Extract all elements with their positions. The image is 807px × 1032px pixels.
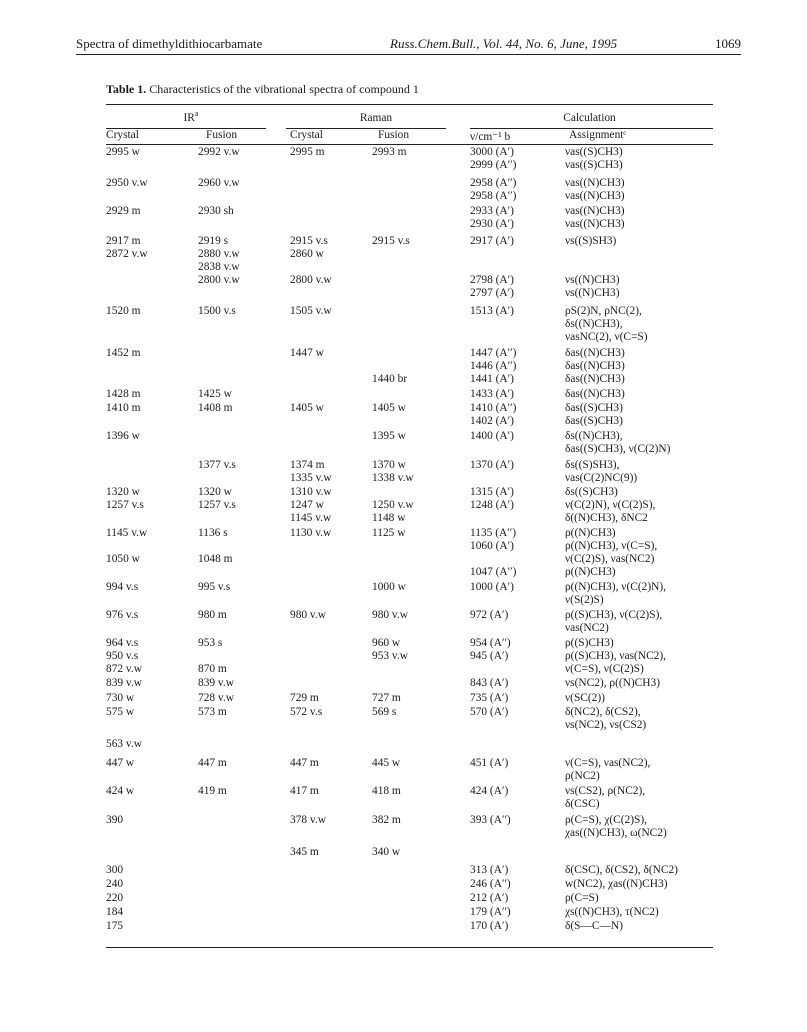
ir-footnote-mark: a	[194, 109, 199, 119]
cell-assignment: νs(NC2), ρ((N)CH3)	[565, 677, 660, 689]
cell-ir-fusion: 1257 v.s	[198, 499, 236, 511]
group-header-ir: $IR^a$	[183, 109, 199, 124]
cell-ir-crystal: 1428 m	[106, 388, 141, 400]
cell-assignment: ρ((N)CH3)	[565, 527, 616, 539]
cell-ir-fusion: 2880 v.w	[198, 248, 240, 260]
cell-raman-crystal: 1145 v.w	[290, 512, 332, 524]
cell-raman-fusion: 1338 v.w	[372, 472, 414, 484]
cell-calc-frequency: 2797 (A′)	[470, 287, 514, 299]
cell-ir-fusion: 1048 m	[198, 553, 233, 565]
cell-ir-fusion: 1136 s	[198, 527, 228, 539]
cell-assignment: νas((N)CH3)	[565, 205, 625, 217]
cell-raman-fusion: 382 m	[372, 814, 401, 826]
cell-raman-crystal: 1447 w	[290, 347, 324, 359]
cell-raman-fusion: 960 w	[372, 637, 401, 649]
cell-ir-crystal: 839 v.w	[106, 677, 142, 689]
cell-assignment: δ(NC2), δ(CS2),	[565, 706, 641, 718]
cell-calc-frequency: 954 (A′′)	[470, 637, 511, 649]
cell-raman-fusion: 1440 br	[372, 373, 408, 385]
cell-assignment: νas((N)CH3)	[565, 190, 625, 202]
cell-assignment: χas((N)CH3), ω(NC2)	[565, 827, 667, 839]
cell-ir-fusion: 2930 sh	[198, 205, 234, 217]
cell-ir-crystal: 1520 m	[106, 305, 141, 317]
cell-calc-frequency: 1047 (A′′)	[470, 566, 517, 578]
cell-raman-crystal: 980 v.w	[290, 609, 326, 621]
cell-assignment: w(NC2), χas((N)CH3)	[565, 878, 668, 890]
cell-calc-frequency: 1135 (A′′)	[470, 527, 517, 539]
cell-assignment: νs((N)CH3)	[565, 274, 620, 286]
cell-raman-crystal: 2860 w	[290, 248, 324, 260]
cell-assignment: δas((S)CH3), ν(C(2)N)	[565, 443, 671, 455]
cell-assignment: δs((S)CH3)	[565, 486, 618, 498]
cell-assignment: ν(C(2)N), ν(C(2)S),	[565, 499, 656, 511]
cell-assignment: ρ((N)CH3), ν(C(2)N),	[565, 581, 666, 593]
cell-assignment: νas(C(2)NC(9))	[565, 472, 638, 484]
cell-raman-crystal: 2915 v.s	[290, 235, 328, 247]
cell-ir-crystal: 575 w	[106, 706, 135, 718]
sub-header-ir-crystal: Crystal	[106, 129, 139, 141]
cell-calc-frequency: 170 (A′)	[470, 920, 509, 932]
sub-header-ir-fusion: Fusion	[206, 129, 238, 141]
cell-ir-crystal: 184	[106, 906, 124, 918]
running-title: Spectra of dimethyldithiocarbamate	[76, 36, 263, 51]
cell-ir-fusion: 2800 v.w	[198, 274, 240, 286]
cell-calc-frequency: 1370 (A′)	[470, 459, 514, 471]
cell-assignment: ρ(C=S)	[565, 892, 599, 904]
cell-raman-crystal: 572 v.s	[290, 706, 323, 718]
cell-ir-crystal: 1050 w	[106, 553, 140, 565]
cell-ir-fusion: 995 v.s	[198, 581, 231, 593]
cell-ir-crystal: 2950 v.w	[106, 177, 148, 189]
cell-calc-frequency: 843 (A′)	[470, 677, 509, 689]
cell-ir-crystal: 1452 m	[106, 347, 141, 359]
cell-raman-fusion: 1250 v.w	[372, 499, 414, 511]
sub-header-assignment: Assignmentᶜ	[569, 129, 627, 141]
cell-calc-frequency: 1000 (A′)	[470, 581, 514, 593]
cell-raman-fusion: 953 v.w	[372, 650, 408, 662]
cell-ir-fusion: 1320 w	[198, 486, 232, 498]
cell-ir-fusion: 728 v.w	[198, 692, 234, 704]
cell-assignment: νas((N)CH3)	[565, 218, 625, 230]
cell-raman-fusion: 1148 w	[372, 512, 406, 524]
cell-calc-frequency: 1446 (A′′)	[470, 360, 517, 372]
cell-ir-crystal: 872 v.w	[106, 663, 142, 675]
cell-assignment: ρ((N)CH3), ν(C=S),	[565, 540, 658, 552]
cell-assignment: δ(S—C—N)	[565, 920, 623, 932]
cell-calc-frequency: 1447 (A′′)	[470, 347, 517, 359]
journal-citation: Russ.Chem.Bull., Vol. 44, No. 6, June, 1995	[390, 36, 618, 51]
cell-assignment: νs(CS2), ρ(NC2),	[565, 785, 646, 797]
cell-ir-fusion: 447 m	[198, 757, 227, 769]
cell-calc-frequency: 393 (A′′)	[470, 814, 511, 826]
cell-raman-crystal: 1374 m	[290, 459, 325, 471]
cell-ir-crystal: 563 v.w	[106, 738, 142, 750]
cell-assignment: δas((N)CH3)	[565, 360, 625, 372]
cell-calc-frequency: 179 (A′′)	[470, 906, 511, 918]
cell-assignment: δas((N)CH3)	[565, 347, 625, 359]
cell-calc-frequency: 1400 (A′)	[470, 430, 514, 442]
cell-calc-frequency: 212 (A′)	[470, 892, 509, 904]
cell-calc-frequency: 1441 (A′)	[470, 373, 514, 385]
cell-ir-fusion: 419 m	[198, 785, 227, 797]
cell-assignment: δs((N)CH3),	[565, 430, 623, 442]
cell-calc-frequency: 2958 (A′′)	[470, 190, 517, 202]
cell-assignment: ρS(2)N, ρNC(2),	[565, 305, 642, 317]
cell-ir-crystal: 1410 m	[106, 402, 141, 414]
cell-ir-crystal: 964 v.s	[106, 637, 139, 649]
running-header	[76, 36, 741, 56]
cell-assignment: νasNC(2), ν(C=S)	[565, 331, 648, 343]
cell-calc-frequency: 570 (A′)	[470, 706, 509, 718]
cell-assignment: ν(SC(2))	[565, 692, 605, 704]
cell-assignment: ρ((S)CH3), νas(NC2),	[565, 650, 666, 662]
cell-ir-crystal: 447 w	[106, 757, 135, 769]
cell-assignment: χs((N)CH3), τ(NC2)	[565, 906, 659, 918]
cell-calc-frequency: 735 (A′)	[470, 692, 509, 704]
cell-calc-frequency: 313 (A′)	[470, 864, 509, 876]
cell-ir-fusion: 2919 s	[198, 235, 229, 247]
cell-ir-fusion: 2960 v.w	[198, 177, 240, 189]
cell-ir-crystal: 2872 v.w	[106, 248, 148, 260]
cell-assignment: νas(NC2)	[565, 622, 609, 634]
cell-ir-crystal: 994 v.s	[106, 581, 139, 593]
cell-raman-fusion: 2915 v.s	[372, 235, 410, 247]
cell-assignment: νs((N)CH3)	[565, 287, 620, 299]
group-header-raman: Raman	[359, 112, 393, 124]
cell-ir-crystal: 240	[106, 878, 124, 890]
cell-raman-crystal: 2995 m	[290, 146, 325, 158]
cell-assignment: ν(C=S), ν(C(2)S)	[565, 663, 644, 675]
cell-ir-fusion: 2838 v.w	[198, 261, 240, 273]
cell-calc-frequency: 1402 (A′)	[470, 415, 514, 427]
cell-ir-crystal: 1257 v.s	[106, 499, 144, 511]
cell-ir-crystal: 175	[106, 920, 124, 932]
cell-raman-fusion: 1000 w	[372, 581, 406, 593]
cell-ir-fusion: 1425 w	[198, 388, 232, 400]
cell-ir-crystal: 2995 w	[106, 146, 140, 158]
cell-ir-fusion: 839 v.w	[198, 677, 234, 689]
cell-calc-frequency: 2917 (A′)	[470, 235, 514, 247]
cell-ir-crystal: 1396 w	[106, 430, 140, 442]
cell-ir-crystal: 2929 m	[106, 205, 141, 217]
cell-calc-frequency: 2933 (A′)	[470, 205, 514, 217]
cell-calc-frequency: 1433 (A′)	[470, 388, 514, 400]
cell-assignment: ρ((S)CH3), ν(C(2)S),	[565, 609, 663, 621]
cell-calc-frequency: 451 (A′)	[470, 757, 509, 769]
cell-raman-fusion: 2993 m	[372, 146, 407, 158]
cell-assignment: ν(S(2)S)	[565, 594, 604, 606]
cell-calc-frequency: 2930 (A′)	[470, 218, 514, 230]
cell-raman-fusion: 569 s	[372, 706, 397, 718]
cell-raman-fusion: 980 v.w	[372, 609, 408, 621]
header-bottom-rule	[106, 144, 713, 145]
cell-calc-frequency: 2999 (A′′)	[470, 159, 517, 171]
cell-raman-fusion: 1395 w	[372, 430, 406, 442]
cell-calc-frequency: 246 (A′′)	[470, 878, 511, 890]
cell-calc-frequency: 1315 (A′)	[470, 486, 514, 498]
cell-calc-frequency: 945 (A′)	[470, 650, 509, 662]
cell-assignment: δ(CSC)	[565, 798, 600, 810]
header-rule	[76, 54, 741, 55]
cell-raman-crystal: 2800 v.w	[290, 274, 332, 286]
cell-calc-frequency: 1248 (A′)	[470, 499, 514, 511]
cell-raman-fusion: 1370 w	[372, 459, 406, 471]
cell-calc-frequency: 1410 (A′′)	[470, 402, 517, 414]
cell-ir-crystal: 424 w	[106, 785, 135, 797]
cell-calc-frequency: 3000 (A′)	[470, 146, 514, 158]
cell-ir-crystal: 390	[106, 814, 124, 826]
cell-raman-crystal: 1335 v.w	[290, 472, 332, 484]
cell-raman-crystal: 1310 v.w	[290, 486, 332, 498]
cell-raman-crystal: 447 m	[290, 757, 319, 769]
cell-assignment: δs((S)SH3),	[565, 459, 620, 471]
table-label: Table 1.	[106, 82, 147, 96]
cell-raman-fusion: 1405 w	[372, 402, 406, 414]
cell-ir-crystal: 950 v.s	[106, 650, 139, 662]
cell-assignment: δas((S)CH3)	[565, 402, 623, 414]
sub-header-raman-crystal: Crystal	[290, 129, 323, 141]
cell-assignment: νs(NC2), νs(CS2)	[565, 719, 647, 731]
cell-calc-frequency: 1060 (A′)	[470, 540, 514, 552]
cell-ir-crystal: 1320 w	[106, 486, 140, 498]
sub-header-frequency: ν/cm⁻¹ b	[470, 131, 511, 143]
cell-calc-frequency: 1513 (A′)	[470, 305, 514, 317]
cell-assignment: ν(C=S), νas(NC2),	[565, 757, 651, 769]
cell-raman-fusion: 727 m	[372, 692, 401, 704]
cell-assignment: ρ((S)CH3)	[565, 637, 614, 649]
cell-raman-crystal: 378 v.w	[290, 814, 326, 826]
cell-assignment: ν(C(2)S), νas(NC2)	[565, 553, 655, 565]
cell-ir-fusion: 1408 m	[198, 402, 233, 414]
cell-assignment: νas((S)CH3)	[565, 159, 623, 171]
cell-assignment: δ(CSC), δ(CS2), δ(NC2)	[565, 864, 678, 876]
cell-ir-fusion: 2992 v.w	[198, 146, 240, 158]
cell-assignment: νas((N)CH3)	[565, 177, 625, 189]
cell-raman-crystal: 1405 w	[290, 402, 324, 414]
cell-ir-fusion: 1377 v.s	[198, 459, 236, 471]
cell-ir-fusion: 953 s	[198, 637, 223, 649]
cell-ir-crystal: 976 v.s	[106, 609, 139, 621]
cell-raman-fusion: 418 m	[372, 785, 401, 797]
sub-header-raman-fusion: Fusion	[378, 129, 410, 141]
cell-calc-frequency: 2798 (A′)	[470, 274, 514, 286]
cell-assignment: ρ(C=S), χ(C(2)S),	[565, 814, 648, 826]
cell-raman-crystal: 1505 v.w	[290, 305, 332, 317]
cell-raman-crystal: 1130 v.w	[290, 527, 332, 539]
cell-ir-fusion: 573 m	[198, 706, 227, 718]
group-header-calculation: Calculation	[563, 112, 616, 124]
cell-raman-crystal: 729 m	[290, 692, 319, 704]
cell-raman-crystal: 1247 w	[290, 499, 324, 511]
cell-ir-crystal: 1145 v.w	[106, 527, 148, 539]
cell-raman-crystal: 417 m	[290, 785, 319, 797]
table-bottom-rule	[106, 947, 713, 948]
table-title: Characteristics of the vibrational spectra of compound 1	[149, 82, 419, 96]
cell-raman-fusion: 1125 w	[372, 527, 406, 539]
table-caption	[106, 82, 419, 97]
cell-ir-fusion: 980 m	[198, 609, 227, 621]
cell-ir-crystal: 220	[106, 892, 124, 904]
cell-assignment: δas((N)CH3)	[565, 388, 625, 400]
cell-assignment: δ((N)CH3), δNC2	[565, 512, 648, 524]
cell-assignment: δas((S)CH3)	[565, 415, 623, 427]
cell-calc-frequency: 2958 (A′′)	[470, 177, 517, 189]
cell-calc-frequency: 424 (A′)	[470, 785, 509, 797]
cell-ir-crystal: 730 w	[106, 692, 135, 704]
cell-assignment: δs((N)CH3),	[565, 318, 623, 330]
cell-calc-frequency: 972 (A′)	[470, 609, 509, 621]
table-top-rule	[106, 104, 713, 105]
cell-ir-crystal: 300	[106, 864, 124, 876]
cell-raman-fusion: 445 w	[372, 757, 401, 769]
cell-ir-fusion: 1500 v.s	[198, 305, 236, 317]
cell-assignment: δas((N)CH3)	[565, 373, 625, 385]
cell-assignment: νas((S)CH3)	[565, 146, 623, 158]
cell-raman-fusion: 340 w	[372, 846, 401, 858]
cell-assignment: ρ(NC2)	[565, 770, 600, 782]
cell-raman-crystal: 345 m	[290, 846, 319, 858]
cell-assignment: νs((S)SH3)	[565, 235, 617, 247]
page-number: 1069	[715, 36, 741, 51]
cell-assignment: ρ((N)CH3)	[565, 566, 616, 578]
cell-ir-fusion: 870 m	[198, 663, 227, 675]
cell-ir-crystal: 2917 m	[106, 235, 141, 247]
